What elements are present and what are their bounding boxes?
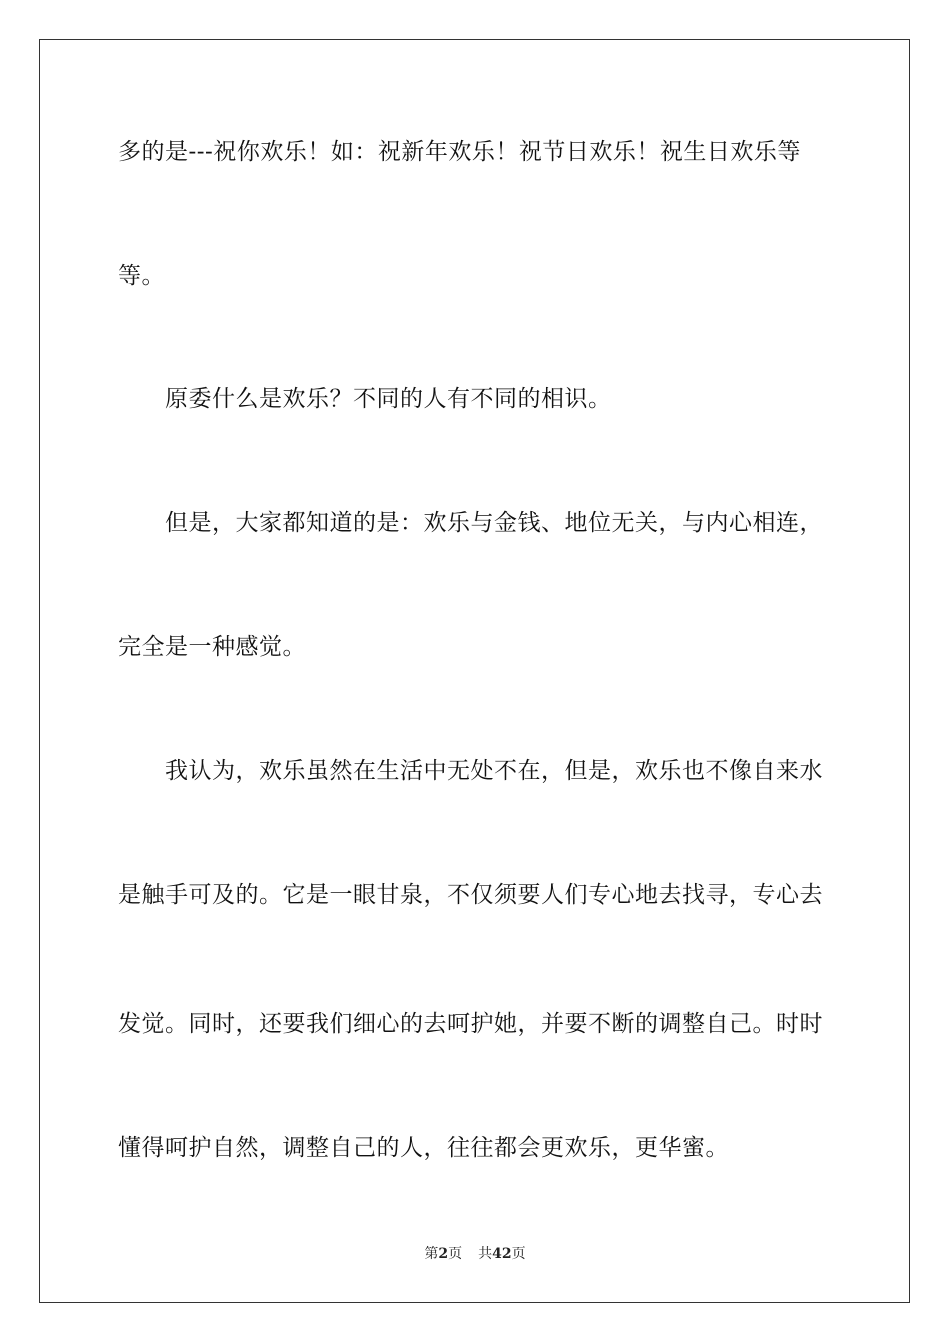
body-line: 懂得呵护自然，调整自己的人，往往都会更欢乐，更华蜜。 [118, 1135, 729, 1161]
page-suffix: 页 [448, 1246, 463, 1262]
body-line: 是触手可及的。它是一眼甘泉，不仅须要人们专心地去找寻，专心去 [118, 882, 823, 908]
paragraph-start-line: 我认为，欢乐虽然在生活中无处不在，但是，欢乐也不像自来水 [165, 758, 823, 784]
body-line: 完全是一种感觉。 [118, 634, 306, 660]
total-suffix: 页 [511, 1246, 526, 1262]
page-footer [0, 1245, 950, 1263]
page-border [39, 39, 910, 1303]
total-pages: 42 [492, 1246, 512, 1262]
total-prefix: 共 [478, 1246, 493, 1262]
page-number: 2 [438, 1246, 449, 1262]
page-prefix: 第 [424, 1246, 439, 1262]
body-line: 多的是---祝你欢乐！如：祝新年欢乐！祝节日欢乐！祝生日欢乐等 [118, 139, 801, 165]
body-line: 等。 [118, 263, 165, 289]
paragraph-start-line: 但是，大家都知道的是：欢乐与金钱、地位无关，与内心相连， [165, 510, 823, 536]
body-line: 发觉。同时，还要我们细心的去呵护她，并要不断的调整自己。时时 [118, 1011, 823, 1037]
paragraph-start-line: 原委什么是欢乐？不同的人有不同的相识。 [165, 386, 612, 412]
